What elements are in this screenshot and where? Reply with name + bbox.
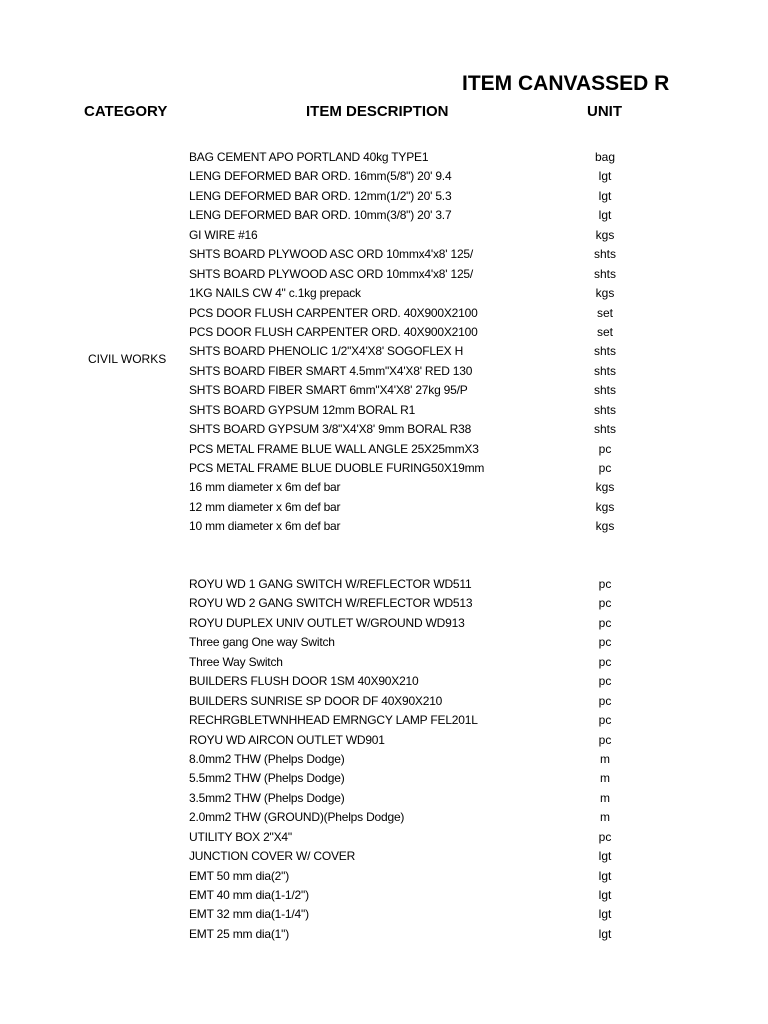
column-header-description: ITEM DESCRIPTION — [306, 103, 449, 120]
item-unit: m — [600, 810, 610, 825]
item-unit: shts — [593, 402, 616, 417]
table-row — [0, 381, 768, 400]
table-row — [0, 886, 768, 905]
item-unit: lgt — [598, 868, 612, 883]
item-description: 2.0mm2 THW (GROUND)(Phelps Dodge) — [189, 810, 405, 825]
item-description: SHTS BOARD PLYWOOD ASC ORD 10mmx4'x8' 125/ — [189, 247, 474, 262]
item-description: SHTS BOARD PHENOLIC 1/2"X4'X8' SOGOFLEX H — [189, 344, 464, 359]
item-description: JUNCTION COVER W/ COVER — [189, 849, 356, 864]
item-description: EMT 25 mm dia(1") — [189, 926, 289, 941]
item-description: 1KG NAILS CW 4" c.1kg prepack — [189, 286, 361, 301]
page-title: ITEM CANVASSED R — [462, 72, 670, 95]
item-description: 3.5mm2 THW (Phelps Dodge) — [189, 790, 345, 805]
item-description: LENG DEFORMED BAR ORD. 16mm(5/8") 20' 9.4 — [189, 169, 452, 184]
item-description: BUILDERS SUNRISE SP DOOR DF 40X90X210 — [189, 693, 443, 708]
item-unit: m — [600, 751, 610, 766]
item-description: RECHRGBLETWNHHEAD EMRNGCY LAMP FEL201L — [189, 713, 478, 728]
item-unit: kgs — [595, 480, 615, 495]
item-unit: pc — [598, 615, 612, 630]
table-row — [0, 867, 768, 886]
table-row — [0, 517, 768, 536]
item-description: BAG CEMENT APO PORTLAND 40kg TYPE1 — [189, 150, 429, 164]
item-description: EMT 40 mm dia(1-1/2") — [189, 888, 309, 902]
table-row — [0, 148, 768, 167]
table-row — [0, 226, 768, 245]
table-row — [0, 614, 768, 633]
item-unit: pc — [598, 654, 612, 669]
item-description: BUILDERS FLUSH DOOR 1SM 40X90X210 — [189, 674, 419, 689]
item-unit: kgs — [595, 227, 615, 242]
table-row — [0, 362, 768, 381]
item-unit: m — [600, 790, 610, 805]
item-unit: shts — [593, 383, 616, 398]
item-description: SHTS BOARD FIBER SMART 4.5mm"X4'X8' RED 130 — [189, 363, 473, 378]
item-unit: set — [596, 324, 613, 339]
category-label-civil-works: CIVIL WORKS — [88, 352, 167, 366]
table-row — [0, 187, 768, 206]
table-row — [0, 575, 768, 594]
item-unit: lgt — [598, 208, 612, 223]
item-description: Three Way Switch — [189, 654, 283, 669]
item-description: SHTS BOARD FIBER SMART 6mm"X4'X8' 27kg 95/P — [189, 383, 468, 398]
table-row — [0, 653, 768, 672]
item-unit: kgs — [595, 519, 615, 534]
item-unit: m — [600, 771, 610, 786]
item-unit: pc — [598, 441, 612, 456]
item-description: 5.5mm2 THW (Phelps Dodge) — [189, 771, 345, 786]
table-row — [0, 769, 768, 788]
table-row — [0, 633, 768, 652]
item-description: ROYU DUPLEX UNIV OUTLET W/GROUND WD913 — [189, 615, 465, 630]
item-unit: pc — [598, 577, 612, 591]
item-description: SHTS BOARD GYPSUM 12mm BORAL R1 — [189, 402, 416, 417]
item-description: 10 mm diameter x 6m def bar — [189, 519, 341, 534]
table-row — [0, 401, 768, 420]
item-unit: kgs — [595, 499, 615, 514]
item-description: EMT 50 mm dia(2") — [189, 868, 289, 883]
item-unit: lgt — [598, 888, 612, 902]
item-description: EMT 32 mm dia(1-1/4") — [189, 907, 309, 922]
item-description: LENG DEFORMED BAR ORD. 10mm(3/8") 20' 3.7 — [189, 208, 452, 223]
item-unit: shts — [593, 247, 616, 262]
item-unit: pc — [598, 713, 612, 728]
item-unit: shts — [593, 363, 616, 378]
item-description: PCS METAL FRAME BLUE DUOBLE FURING50X19mm — [189, 461, 485, 475]
item-description: 12 mm diameter x 6m def bar — [189, 499, 341, 514]
item-description: GI WIRE #16 — [189, 227, 258, 242]
table-row — [0, 672, 768, 691]
item-description: SHTS BOARD PLYWOOD ASC ORD 10mmx4'x8' 125/ — [189, 266, 474, 281]
item-unit: pc — [598, 693, 612, 708]
table-row — [0, 925, 768, 944]
item-unit: set — [596, 305, 613, 320]
item-unit: bag — [594, 150, 616, 164]
item-unit: lgt — [598, 907, 612, 922]
table-row — [0, 498, 768, 517]
table-row — [0, 905, 768, 924]
item-description: PCS METAL FRAME BLUE WALL ANGLE 25X25mmX3 — [189, 441, 479, 456]
item-unit: pc — [598, 829, 612, 844]
item-unit: lgt — [598, 188, 612, 203]
item-unit: pc — [598, 596, 612, 611]
item-unit: shts — [593, 266, 616, 281]
item-description: PCS DOOR FLUSH CARPENTER ORD. 40X900X2100 — [189, 305, 478, 320]
table-row — [0, 731, 768, 750]
table-row — [0, 692, 768, 711]
item-unit: shts — [593, 344, 616, 359]
table-row — [0, 789, 768, 808]
item-description: PCS DOOR FLUSH CARPENTER ORD. 40X900X2100 — [189, 324, 478, 339]
table-row — [0, 459, 768, 478]
item-list-electrical — [0, 575, 768, 944]
table-row — [0, 304, 768, 323]
table-row — [0, 342, 768, 361]
table-row — [0, 847, 768, 866]
table-row — [0, 440, 768, 459]
table-row — [0, 265, 768, 284]
item-description: Three gang One way Switch — [189, 635, 335, 650]
table-row — [0, 245, 768, 264]
item-description: LENG DEFORMED BAR ORD. 12mm(1/2") 20' 5.3 — [189, 188, 452, 203]
item-description: UTILITY BOX 2"X4" — [189, 829, 292, 844]
table-row — [0, 284, 768, 303]
table-row — [0, 206, 768, 225]
table-row — [0, 323, 768, 342]
table-row — [0, 478, 768, 497]
item-unit: lgt — [598, 849, 612, 864]
item-description: SHTS BOARD GYPSUM 3/8"X4'X8' 9mm BORAL R38 — [189, 422, 472, 437]
item-unit: kgs — [595, 286, 615, 301]
item-unit: shts — [593, 422, 616, 437]
table-row — [0, 420, 768, 439]
item-description: ROYU WD AIRCON OUTLET WD901 — [189, 732, 385, 747]
item-unit: pc — [598, 461, 612, 475]
table-row — [0, 808, 768, 827]
table-row — [0, 828, 768, 847]
item-list-civil-works — [0, 148, 768, 537]
item-description: ROYU WD 1 GANG SWITCH W/REFLECTOR WD511 — [189, 577, 472, 591]
column-header-category: CATEGORY — [84, 103, 168, 120]
item-unit: pc — [598, 674, 612, 689]
item-description: ROYU WD 2 GANG SWITCH W/REFLECTOR WD513 — [189, 596, 473, 611]
column-header-unit: UNIT — [587, 103, 622, 120]
item-unit: pc — [598, 732, 612, 747]
item-unit: lgt — [598, 926, 612, 941]
item-unit: pc — [598, 635, 612, 650]
item-description: 8.0mm2 THW (Phelps Dodge) — [189, 751, 345, 766]
table-row — [0, 711, 768, 730]
item-description: 16 mm diameter x 6m def bar — [189, 480, 341, 495]
table-row — [0, 594, 768, 613]
item-unit: lgt — [598, 169, 612, 184]
table-row — [0, 167, 768, 186]
table-row — [0, 750, 768, 769]
